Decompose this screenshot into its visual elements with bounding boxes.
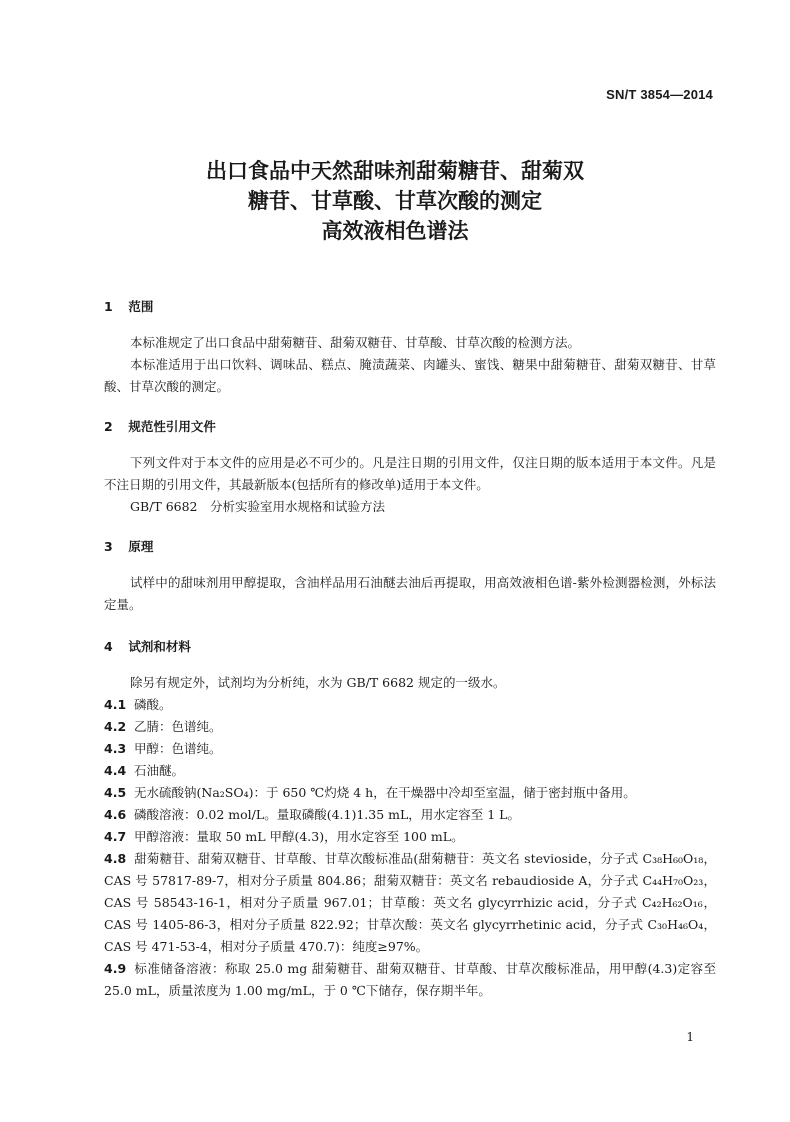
title-line-1: 出口食品中天然甜味剂甜菊糖苷、甜菊双: [206, 159, 584, 183]
section-title: 范围: [128, 299, 154, 314]
list-item: [104, 738, 716, 760]
item-text: 磷酸。: [134, 697, 172, 712]
section-number: 1: [104, 299, 113, 314]
section-4-heading: [104, 636, 716, 658]
list-item: [104, 716, 716, 738]
section-3-heading: [104, 536, 716, 558]
item-number: 4.3: [104, 741, 127, 756]
list-item: [104, 694, 716, 716]
reference-entry: GB/T 6682 分析实验室用水规格和试验方法: [130, 499, 386, 514]
paragraph: 试样中的甜味剂用甲醇提取，含油样品用石油醚去油后再提取，用高效液相色谱-紫外检测器检测，外标法定量。: [104, 575, 716, 612]
page-number: 1: [686, 1030, 694, 1044]
item-text: 无水硫酸钠(Na₂SO₄)：于 650 ℃灼烧 4 h，在干燥器中冷却至室温，储于密封瓶中备用。: [134, 785, 636, 800]
item-text: 乙腈：色谱纯。: [134, 719, 222, 734]
item-number: 4.8: [104, 851, 127, 866]
item-text: 石油醚。: [134, 763, 185, 778]
item-text: 甲醇：色谱纯。: [134, 741, 222, 756]
list-item: [104, 782, 716, 804]
section-title: 试剂和材料: [128, 639, 191, 654]
standard-code: SN/T 3854—2014: [606, 87, 713, 102]
item-number: 4.4: [104, 763, 127, 778]
list-item: [104, 826, 716, 848]
section-1-heading: [104, 296, 716, 318]
list-item: [104, 804, 716, 826]
paragraph: 除另有规定外，试剂均为分析纯，水为 GB/T 6682 规定的一级水。: [130, 675, 506, 690]
item-number: 4.2: [104, 719, 127, 734]
document-title: [0, 156, 790, 246]
item-number: 4.6: [104, 807, 127, 822]
section-2-heading: [104, 416, 716, 438]
item-number: 4.7: [104, 829, 127, 844]
section-number: 2: [104, 419, 113, 434]
item-number: 4.1: [104, 697, 127, 712]
section-title: 规范性引用文件: [128, 419, 216, 434]
paragraph: 本标准适用于出口饮料、调味品、糕点、腌渍蔬菜、肉罐头、蜜饯、糖果中甜菊糖苷、甜菊双糖苷、甘草酸、甘草次酸的测定。: [104, 357, 716, 394]
section-title: 原理: [128, 539, 154, 554]
item-text: 磷酸溶液：0.02 mol/L。量取磷酸(4.1)1.35 mL，用水定容至 1 L。: [134, 807, 520, 822]
paragraph: 本标准规定了出口食品中甜菊糖苷、甜菊双糖苷、甘草酸、甘草次酸的检测方法。: [130, 335, 581, 350]
section-number: 4: [104, 639, 113, 654]
section-number: 3: [104, 539, 113, 554]
list-item: [104, 958, 716, 1002]
item-text: 甜菊糖苷、甜菊双糖苷、甘草酸、甘草次酸标准品(甜菊糖苷：英文名 stevioside，分子式 C₃₈H₆₀O₁₈，CAS 号 57817-89-7，相对分子质量 804.86；甜菊双糖苷：英文名 rebaudioside A，分子式 C₄₄H₇₀O₂₃，CAS 号 58543-16-1，相对分子质量 967.01；甘草酸：英文名 glycyrrhizic acid，分子式 C₄₂H₆₂O₁₆，CAS 号 1405-86-3，相对分子质量 822.92；甘草次酸：英文名 glycyrrhetinic acid，分子式 C₃₀H₄₆O₄，CAS 号 471-53-4，相对分子质量 470.7)：纯度≥97%。: [104, 851, 716, 954]
document-body: [104, 282, 716, 1002]
list-item: [104, 848, 716, 958]
title-line-2: 糖苷、甘草酸、甘草次酸的测定: [248, 189, 542, 213]
list-item: [104, 760, 716, 782]
item-text: 甲醇溶液：量取 50 mL 甲醇(4.3)，用水定容至 100 mL。: [134, 829, 464, 844]
paragraph: 下列文件对于本文件的应用是必不可少的。凡是注日期的引用文件，仅注日期的版本适用于本文件。凡是不注日期的引用文件，其最新版本(包括所有的修改单)适用于本文件。: [104, 455, 716, 492]
item-number: 4.5: [104, 785, 127, 800]
item-text: 标准储备溶液：称取 25.0 mg 甜菊糖苷、甜菊双糖苷、甘草酸、甘草次酸标准品，用甲醇(4.3)定容至 25.0 mL，质量浓度为 1.00 mg/mL，于 0 ℃下储存，保存期半年。: [104, 961, 716, 998]
item-number: 4.9: [104, 961, 127, 976]
title-line-3: 高效液相色谱法: [321, 219, 469, 243]
